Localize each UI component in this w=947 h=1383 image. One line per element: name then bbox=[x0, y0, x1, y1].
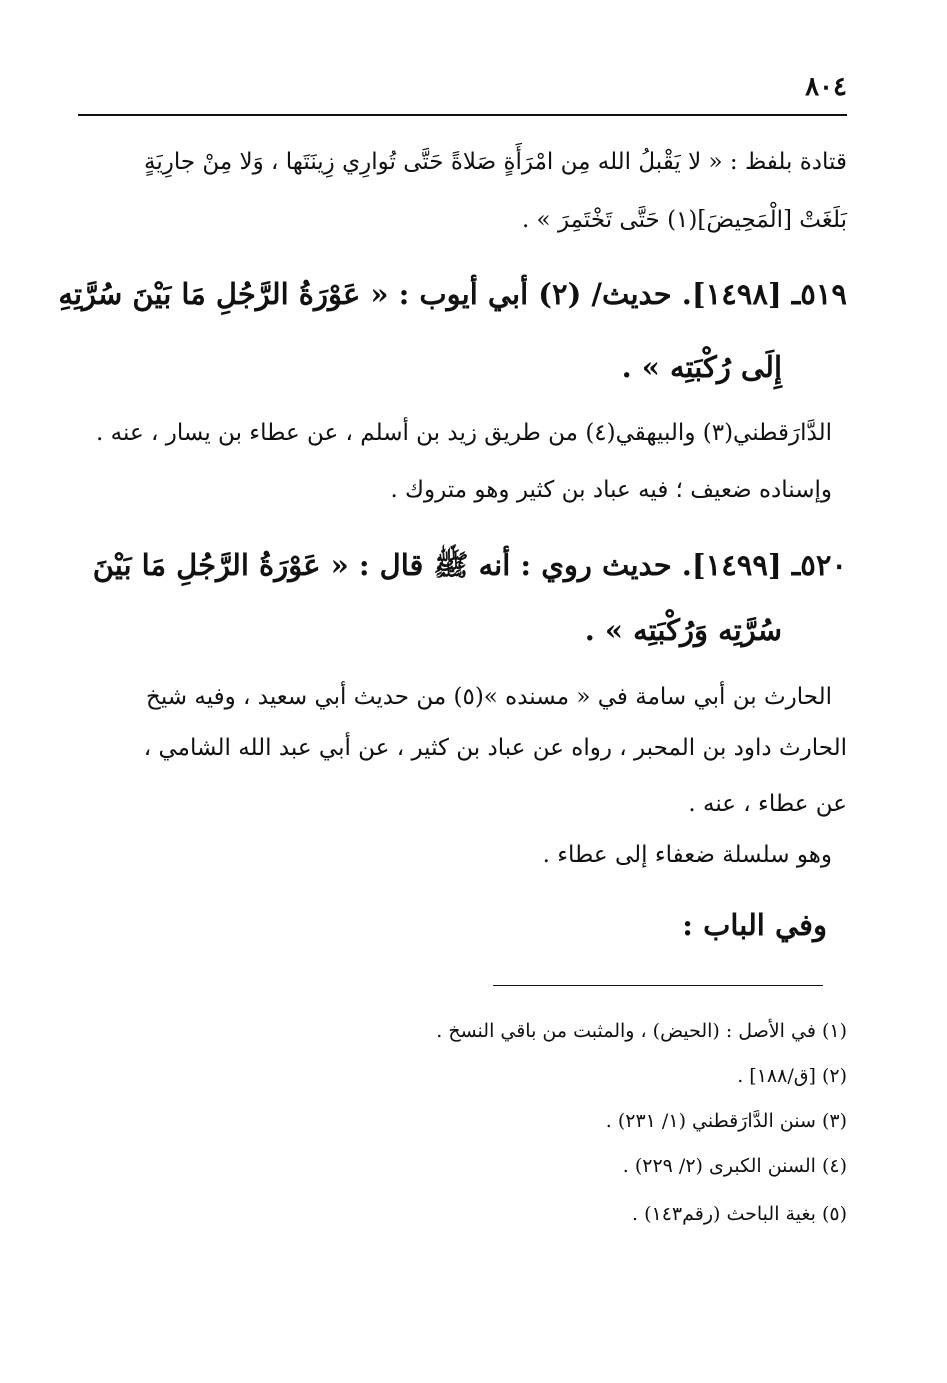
header-rule bbox=[78, 114, 847, 116]
body-line: قتادة بلفظ : « لا يَقْبلُ الله مِن امْرَأَةٍ صَلاةً حَتَّى تُوارِي زِينَتَها ، وَلا مِنْ جارِيَةٍ bbox=[144, 149, 847, 175]
body-line: وهو سلسلة ضعفاء إلى عطاء . bbox=[542, 842, 832, 868]
hadith-heading-cont: سُرَّتِه وَرُكْبَتِه » . bbox=[584, 613, 782, 647]
body-line: الدَّارَقطني(٣) والبيهقي(٤) من طريق زيد بن أسلم ، عن عطاء بن يسار ، عنه . bbox=[96, 420, 832, 446]
body-line: بَلَغَتْ [الْمَحِيضَ](١) حَتَّى تَخْتَمِرَ » . bbox=[521, 207, 847, 233]
hadith-heading-cont: إِلَى رُكْبَتِه » . bbox=[621, 350, 782, 384]
footnote: (٥) بغية الباحث (رقم١٤٣) . bbox=[632, 1203, 847, 1225]
footnote-rule bbox=[493, 985, 823, 986]
body-line: الحارث داود بن المحبر ، رواه عن عباد بن كثير ، عن أبي عبد الله الشامي ، bbox=[143, 735, 847, 761]
section-label: وفي الباب : bbox=[682, 908, 827, 942]
hadith-heading: ٥٢٠ـ [١٤٩٩]. حديث روي : أنه ﷺ قال : « عَوْرَةُ الرَّجُلِ مَا بَيْنَ bbox=[92, 548, 847, 582]
footnote: (٣) سنن الدَّارَقطني (١/ ٢٣١) . bbox=[605, 1110, 847, 1132]
footnote: (١) في الأصل : (الحيض) ، والمثبت من باقي النسخ . bbox=[436, 1020, 847, 1042]
page-number: ٨٠٤ bbox=[805, 72, 847, 102]
body-line: الحارث بن أبي سامة في « مسنده »(٥) من حديث أبي سعيد ، وفيه شيخ bbox=[146, 684, 832, 710]
body-line: عن عطاء ، عنه . bbox=[688, 791, 847, 817]
footnote: (٤) السنن الكبرى (٢/ ٢٢٩) . bbox=[622, 1155, 847, 1177]
hadith-heading: ٥١٩ـ [١٤٩٨]. حديث/ (٢) أبي أيوب : « عَوْرَةُ الرَّجُلِ مَا بَيْنَ سُرَّتِهِ bbox=[58, 277, 847, 311]
body-line: وإسناده ضعيف ؛ فيه عباد بن كثير وهو متروك . bbox=[390, 477, 832, 503]
footnote: (٢) [ق/١٨٨] . bbox=[737, 1065, 847, 1087]
